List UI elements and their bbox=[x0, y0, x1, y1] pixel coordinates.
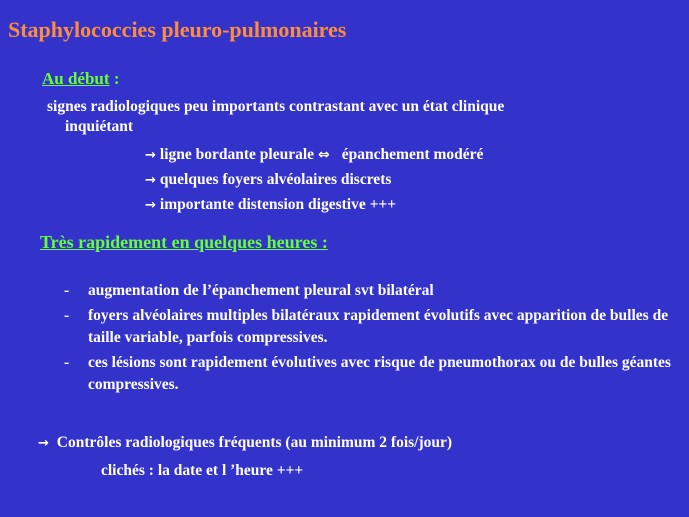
slide-title: Staphylococcies pleuro-pulmonaires bbox=[8, 17, 347, 42]
arrow-icon: → bbox=[38, 436, 49, 451]
arrow-item-2 bbox=[145, 171, 391, 189]
arrow-item-3 bbox=[145, 196, 396, 214]
arrow-item-text: ligne bordante pleurale bbox=[159, 146, 315, 163]
section-heading-au-debut-label: Au début bbox=[42, 69, 110, 88]
section-heading-tres-rapidement-label: Très rapidement en quelques heures : bbox=[40, 232, 328, 252]
arrow-item-text: quelques foyers alvéolaires discrets bbox=[159, 171, 392, 188]
section-heading-au-debut bbox=[42, 69, 119, 89]
list-item-text: ces lésions sont rapidement évolutives avec risque de pneumothorax ou de bulles géantes compressives. bbox=[88, 354, 671, 393]
arrow-icon: → bbox=[145, 173, 156, 188]
dash-bullet: - bbox=[64, 282, 70, 299]
arrow-icon: → bbox=[145, 198, 156, 213]
dash-bullet: - bbox=[64, 307, 70, 324]
evolution-list bbox=[64, 280, 674, 399]
list-item bbox=[64, 305, 674, 349]
section-heading-tres-rapidement bbox=[40, 232, 328, 253]
list-item bbox=[64, 280, 674, 302]
dash-bullet: - bbox=[64, 354, 70, 371]
intro-line-2: inquiétant bbox=[65, 118, 134, 135]
arrow-item-text: importante distension digestive +++ bbox=[159, 196, 397, 213]
list-item-text: augmentation de l’épanchement pleural svt bilatéral bbox=[88, 282, 434, 299]
section-heading-au-debut-suffix: : bbox=[109, 69, 120, 88]
arrow-icon: → bbox=[145, 148, 156, 163]
list-item-text: foyers alvéolaires multiples bilatéraux rapidement évolutifs avec apparition de bulles de taille variable, parfois compressives. bbox=[88, 307, 669, 346]
arrow-item-1 bbox=[145, 146, 483, 164]
double-arrow-icon: ⇔ bbox=[318, 147, 330, 163]
footer-line-2: clichés : la date et l ’heure +++ bbox=[101, 462, 304, 479]
footer-line-1-text: Contrôles radiologiques fréquents (au minimum 2 fois/jour) bbox=[56, 434, 453, 451]
intro-paragraph bbox=[47, 97, 667, 137]
list-item bbox=[64, 352, 674, 396]
intro-line-1: signes radiologiques peu importants contrastant avec un état clinique bbox=[47, 98, 505, 115]
arrow-item-text-2: épanchement modéré bbox=[341, 146, 484, 163]
footer-line-1 bbox=[38, 434, 452, 452]
